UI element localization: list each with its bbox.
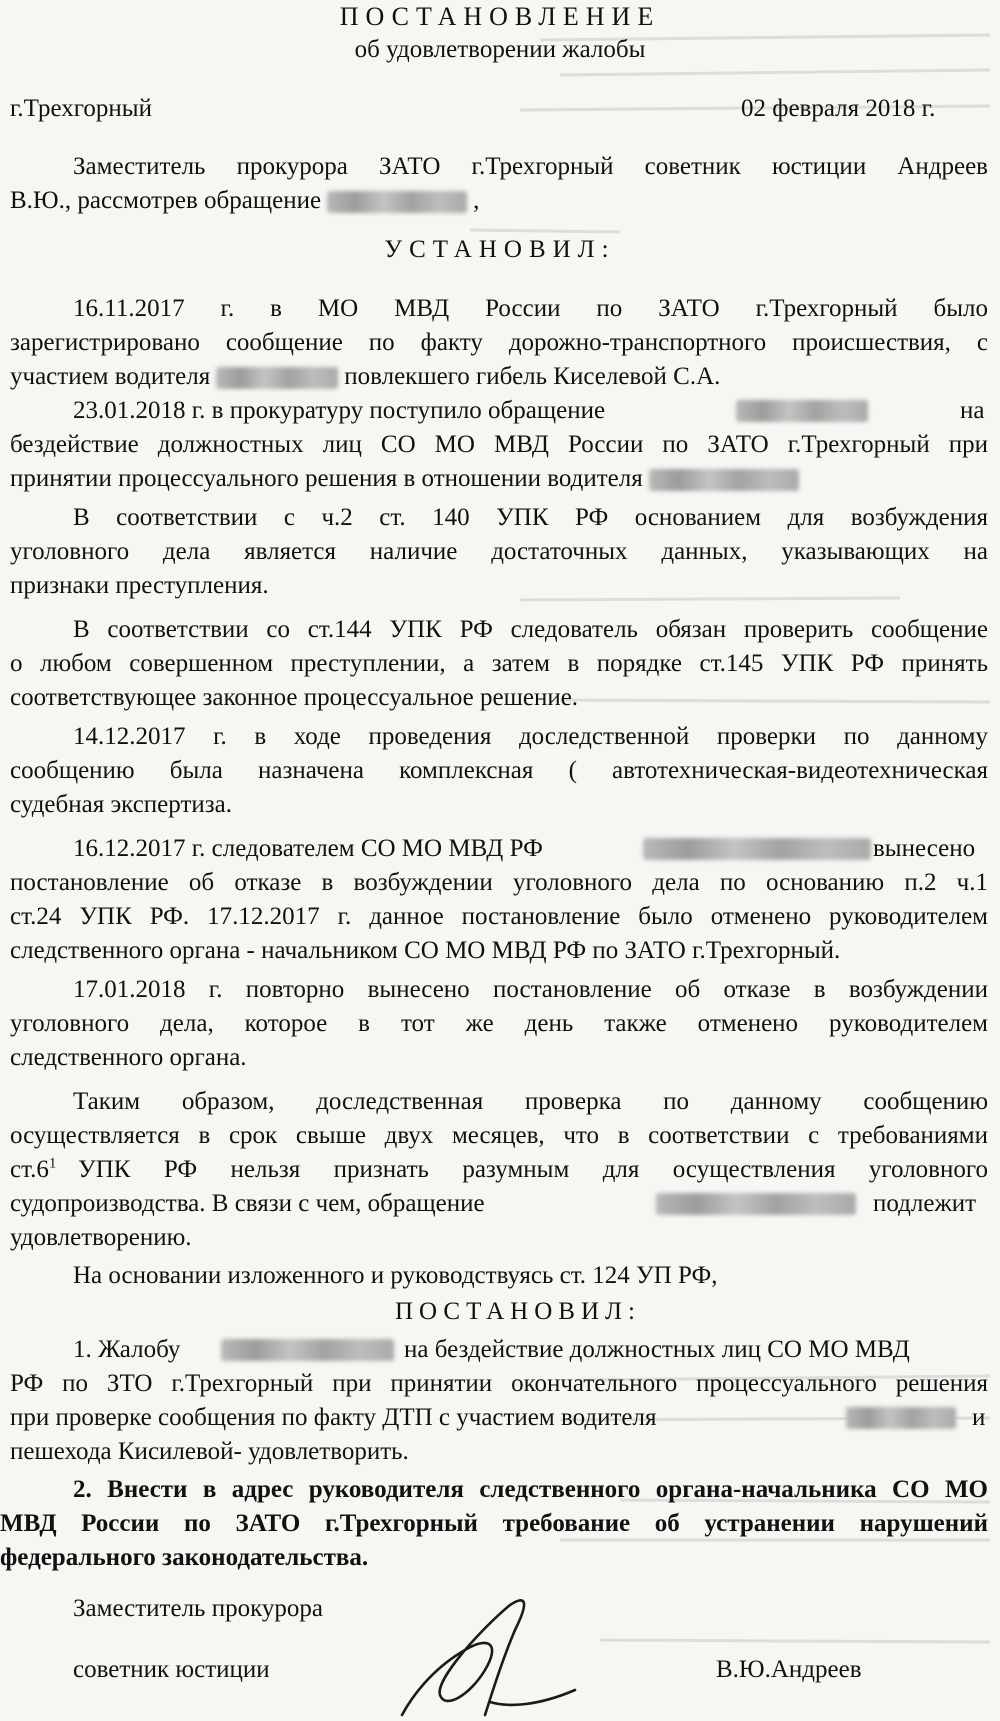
p2-line-1a: 23.01.2018 г. в прокуратуру поступило обращение [73, 397, 606, 424]
p3-line-2: уголовного дела является наличие достаточных данных, указывающих на [10, 538, 988, 565]
p3-line-3: признаки преступления. [10, 572, 269, 599]
p4-line-3: соответствующее законное процессуальное решение. [10, 684, 579, 711]
p3-line-1: В соответствии с ч.2 ст. 140 УПК РФ основанием для возбуждения [73, 504, 988, 531]
signatory-name: В.Ю.Андреев [716, 1656, 862, 1683]
item2-line-2: МВД России по ЗАТО г.Трехгорный требование об устранении нарушений [0, 1510, 988, 1537]
p8-line-1: Таким образом, доследственная проверка по данному сообщению [73, 1088, 988, 1115]
signature-position-2: советник юстиции [73, 1656, 270, 1683]
p1-line-1: 16.11.2017 г. в МО МВД России по ЗАТО г.Трехгорный было [73, 295, 988, 322]
handwritten-signature [390, 1590, 580, 1721]
p7-line-3: следственного органа. [10, 1044, 247, 1071]
item1-line-3a: при проверке сообщения по факту ДТП с участием водителя [10, 1404, 657, 1431]
p4-line-2: о любом совершенном преступлении, а затем в порядке ст.145 УПК РФ принять [10, 650, 988, 677]
p1-line-3: участием водителя повлекшего гибель Киселевой С.А. [10, 363, 721, 390]
p9-line: На основании изложенного и руководствуясь ст. 124 УП РФ, [73, 1262, 718, 1289]
section-heading-postanovil: ПОСТАНОВИЛ: [395, 1298, 641, 1325]
p7-line-2: уголовного дела, которое в тот же день также отменено руководителем [10, 1010, 988, 1037]
p4-line-1: В соответствии со ст.144 УПК РФ следователь обязан проверить сообщение [73, 616, 988, 643]
p5-line-1: 14.12.2017 г. в ходе проведения доследственной проверки по данному [73, 723, 988, 750]
intro-line-1: Заместитель прокурора ЗАТО г.Трехгорный советник юстиции Андреев [73, 153, 988, 180]
signature-position-1: Заместитель прокурора [73, 1595, 323, 1622]
p8-line-3b: УПК РФ нельзя признать разумным для осуществления уголовного [78, 1156, 988, 1183]
item1-line-3b: и [972, 1404, 986, 1431]
p8-line-3a: $ст.6^1$ [10, 1155, 57, 1183]
redacted-name [649, 469, 799, 491]
item1-line-2: РФ по ЗТО г.Трехгорный при принятии окончательного процессуального решения [10, 1370, 988, 1397]
p8-line-5: удовлетворению. [10, 1224, 192, 1251]
p5-line-2: сообщению была назначена комплексная ( автотехническая-видеотехническая [10, 757, 988, 784]
p6-line-1a: 16.12.2017 г. следователем СО МО МВД РФ [73, 835, 543, 862]
p2-line-1b: на [960, 397, 985, 424]
p1-line-2: зарегистрировано сообщение по факту дорожно-транспортного происшествия, с [10, 329, 988, 356]
p5-line-3: судебная экспертиза. [10, 791, 232, 818]
p2-line-3: принятии процессуального решения в отношении водителя [10, 462, 805, 496]
item1-line-1a: 1. Жалобу [73, 1336, 181, 1363]
redacted-name [327, 191, 467, 213]
p6-line-1b: вынесено [873, 835, 976, 862]
document-subtitle: об удовлетворении жалобы [354, 36, 646, 63]
redacted-name [846, 1407, 956, 1429]
document-date: 02 февраля 2018 г. [741, 95, 936, 122]
p2-line-2: бездействие должностных лиц СО МО МВД России по ЗАТО г.Трехгорный при [10, 431, 988, 458]
intro-line-2: В.Ю., рассмотрев обращение , [10, 187, 480, 214]
document-title: ПОСТАНОВЛЕНИЕ [339, 2, 661, 31]
p6-line-3: ст.24 УПК РФ. 17.12.2017 г. данное постановление было отменено руководителем [10, 903, 988, 930]
p6-line-2: постановление об отказе в возбуждении уголовного дела по основанию п.2 ч.1 [10, 869, 988, 896]
item1-line-4: пешехода Кисилевой- удовлетворить. [10, 1438, 409, 1465]
redacted-name [216, 367, 338, 389]
p8-line-4a: судопроизводства. В связи с чем, обращение [10, 1190, 485, 1217]
p6-line-4: следственного органа - начальником СО МО МВД РФ по ЗАТО г.Трехгорный. [10, 937, 841, 964]
item1-line-1b: на бездействие должностных лиц СО МО МВД [404, 1336, 910, 1363]
p7-line-1: 17.01.2018 г. повторно вынесено постановление об отказе в возбуждении [73, 976, 988, 1003]
item2-line-1: 2. Внести в адрес руководителя следственного органа-начальника СО МО [73, 1476, 988, 1503]
redacted-name [221, 1339, 394, 1361]
redacted-name [643, 838, 871, 860]
city: г.Трехгорный [10, 95, 152, 122]
p8-line-4b: подлежит [873, 1190, 977, 1217]
redacted-name [656, 1193, 856, 1215]
section-heading-ustanovil: УСТАНОВИЛ: [384, 236, 616, 263]
item2-line-3: федерального законодательства. [0, 1544, 369, 1571]
redacted-name [736, 400, 868, 422]
p8-line-2: осуществляется в срок свыше двух месяцев, что в соответствии с требованиями [10, 1122, 988, 1149]
